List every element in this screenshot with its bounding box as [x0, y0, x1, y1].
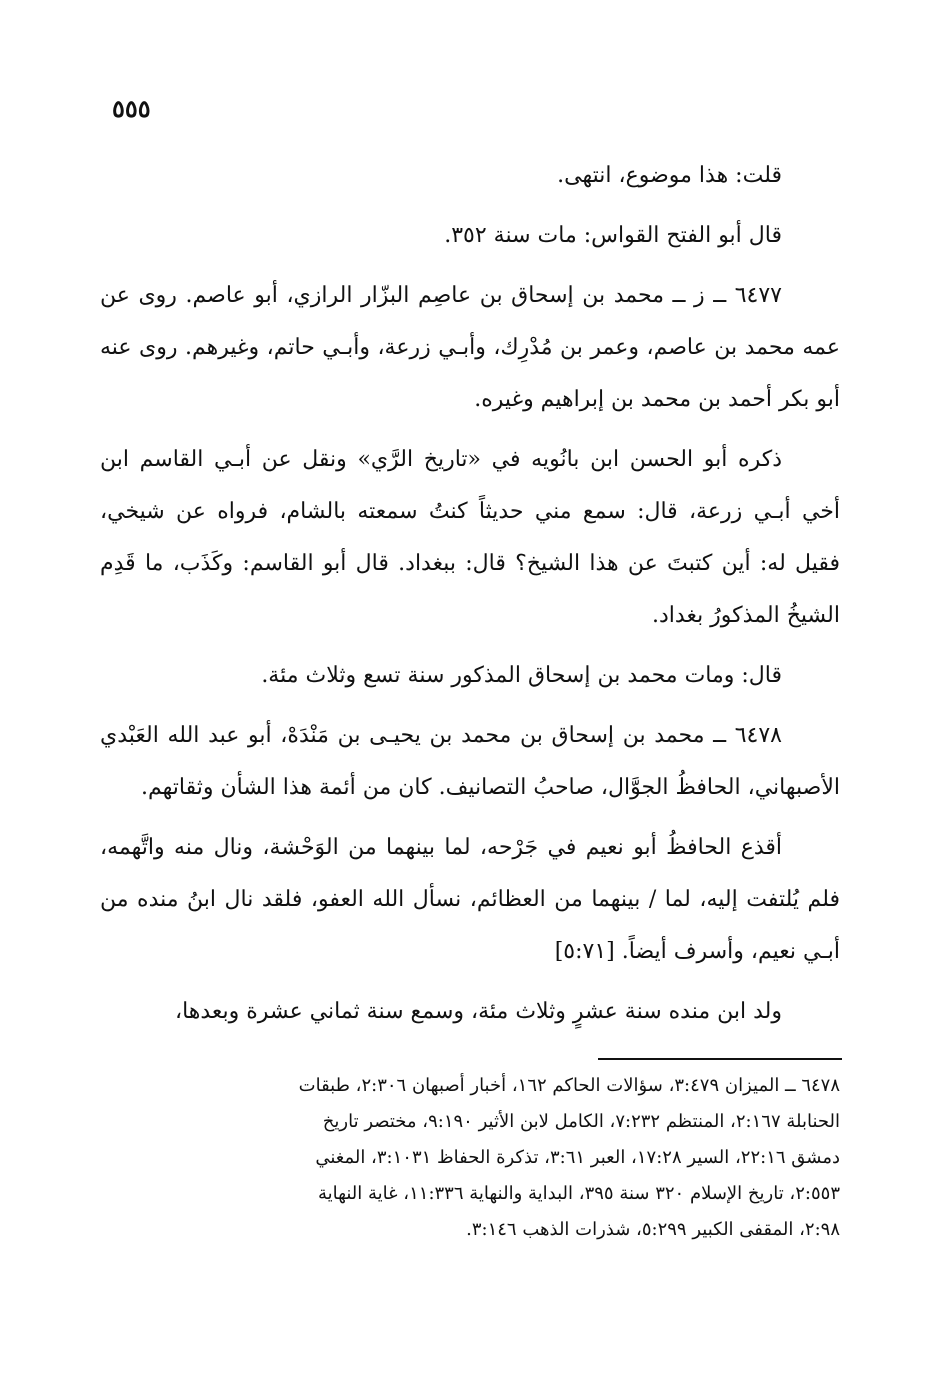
entry-6477: ٦٤٧٧ ــ ز ــ محمد بن إسحاق بن عاصِم البزّار الرازي، أبو عاصم. روى عن عمه محمد بن عاصم، وعمر بن مُدْرِك، وأبـي زرعة، وأبـي حاتم، وغيرهم. روى عنه أبو بكر أحمد بن محمد بن إبراهيم وغيره.: [100, 283, 840, 412]
paragraph-abu-nuaym-text: أقذع الحافظُ أبو نعيم في جَرْحه، لما بينهما من الوَحْشة، ونال منه واتَّهمه، فلم يُلتفت إليه، لما / بينهما من العظائم، نسأل الله العفو، فلقد نال ابنُ منده من أبـي نعيم، وأسرف أيضاً.: [100, 835, 840, 964]
footnote-divider: [598, 1058, 842, 1060]
paragraph-abu-nuaym: [100, 822, 840, 978]
main-text: [100, 150, 840, 1046]
footnote-line: الحنابلة ٢:١٦٧، المنتظم ٧:٢٣٢، الكامل لابن الأثير ٩:١٩٠، مختصر تاريخ: [322, 1111, 840, 1132]
entry-6478: ٦٤٧٨ ــ محمد بن إسحاق بن محمد بن يحيـى بن مَنْدَهْ، أبو عبد الله العَبْدي الأصبهاني، الحافظُ الجوَّال، صاحبُ التصانيف. كان من أئمة هذا الشأن وثقاتهم.: [100, 723, 840, 800]
footnote-line: ٢:٥٥٣، تاريخ الإسلام ٣٢٠ سنة ٣٩٥، البداية والنهاية ١١:٣٣٦، غاية النهاية: [317, 1183, 840, 1204]
margin-reference: [٥:٧١]: [554, 939, 615, 964]
footnote-line: ٢:٩٨، المقفى الكبير ٥:٢٩٩، شذرات الذهب ٣:١٤٦.: [466, 1219, 840, 1240]
paragraph-note: قلت: هذا موضوع، انتهى.: [557, 163, 782, 188]
paragraph-death-date: قال أبو الفتح القواس: مات سنة ٣٥٢.: [444, 223, 782, 248]
footnote-line: دمشق ٢٢:١٦، السير ١٧:٢٨، العبر ٣:٦١، تذكرة الحفاظ ٣:١٠٣١، المغني: [315, 1147, 840, 1168]
footnotes: [100, 1068, 840, 1248]
paragraph-ibn-banuyah: ذكره أبو الحسن ابن بانُويه في «تاريخ الرَّي» ونقل عن أبـي القاسم ابن أخي أبـي زرعة، قال: سمع مني حديثاً كنتُ سمعته بالشام، فرواه عن شيخي، فقيل له: أين كتبتَ عن هذا الشيخ؟ قال: ببغداد. قال أبو القاسم: وكَذَب، ما قَدِم الشيخُ المذكورُ بغداد.: [100, 447, 840, 628]
page-number: ٥٥٥: [112, 94, 151, 123]
paragraph-death-309: قال: ومات محمد بن إسحاق المذكور سنة تسع وثلاث مئة.: [261, 663, 782, 688]
paragraph-birth: ولد ابن منده سنة عشرٍ وثلاث مئة، وسمع سنة ثماني عشرة وبعدها،: [174, 999, 782, 1024]
footnote-line: ٦٤٧٨ ــ الميزان ٣:٤٧٩، سؤالات الحاكم ١٦٢، أخبار أصبهان ٢:٣٠٦، طبقات: [298, 1075, 840, 1096]
